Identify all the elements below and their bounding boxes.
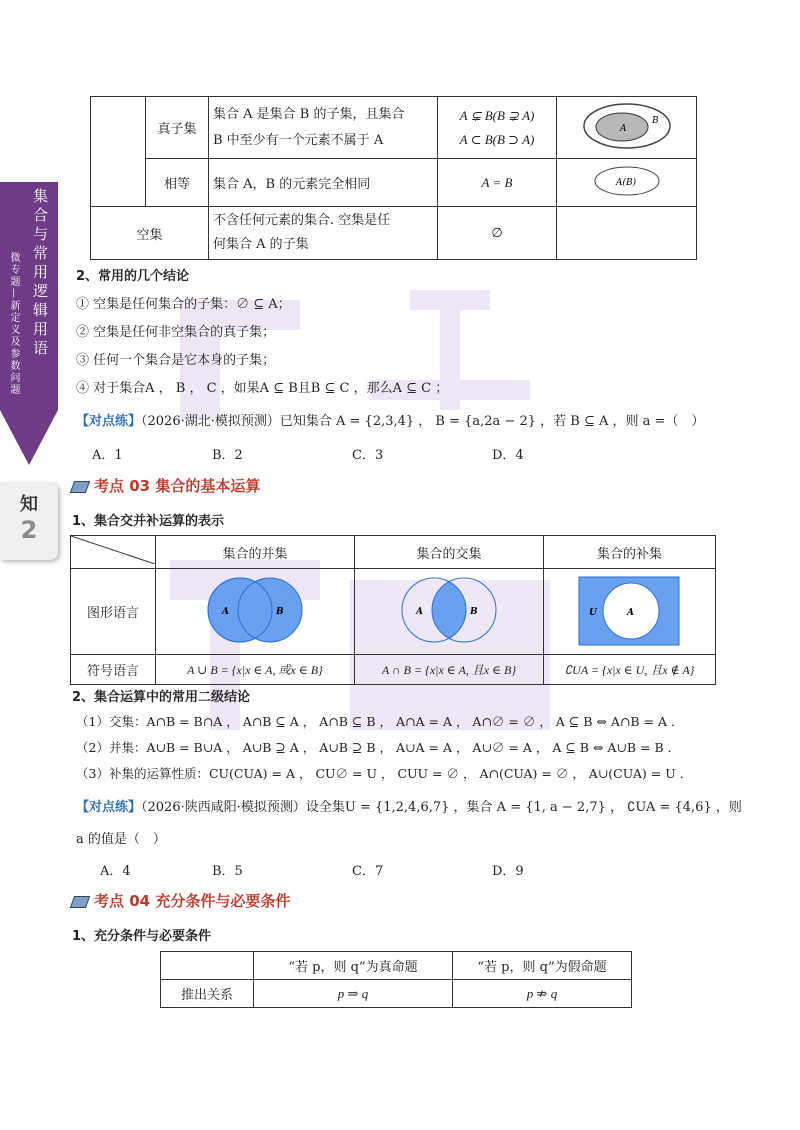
intersection-venn <box>394 573 504 647</box>
intersection-figure-cell <box>355 569 544 655</box>
row-symbol-label: 符号语言 <box>71 655 156 685</box>
cell-figure <box>557 97 697 159</box>
venn-u: U <box>588 607 597 618</box>
option: C．3 <box>352 448 384 463</box>
rule-line: （1）交集：A∩B = B∩A ， A∩B ⊆ A ， A∩B ⊆ B ， A∩A = A ， A∩∅ = ∅ ， A ⊆ B ⇔ A∩B = A ． <box>76 714 684 729</box>
diagonal-line <box>71 536 155 564</box>
fig-ab-label: A(B) <box>615 177 636 188</box>
fig-b-label: B <box>651 115 659 126</box>
union-symbol: A ∪ B = {x|x ∈ A, 或x ∈ B} <box>156 655 355 685</box>
union-figure-cell <box>156 569 355 655</box>
venn-a: A <box>416 606 423 617</box>
section-03-title <box>72 475 260 496</box>
option: B．5 <box>212 864 243 879</box>
side-triangle <box>0 410 58 465</box>
cell-symbol: A = B <box>438 159 557 207</box>
page-badge <box>0 482 58 560</box>
desc-line: 集合 A 是集合 B 的子集，且集合 <box>213 106 405 122</box>
desc-line: 不含任何元素的集合. 空集是任 <box>213 213 391 228</box>
intersection-symbol: A ∩ B = {x|x ∈ A, 且x ∈ B} <box>355 655 544 685</box>
diamond-icon <box>70 896 90 908</box>
symbol-line: A ⊂ B(B ⊃ A) <box>459 131 535 147</box>
side-title: 集合与常用逻辑用语 <box>31 188 49 359</box>
not-implies-cell: p ⇏ q <box>453 980 632 1008</box>
cell-name: 真子集 <box>146 97 209 159</box>
cell-desc <box>209 207 438 260</box>
venn-b: B <box>276 606 284 617</box>
cell-figure <box>557 207 697 260</box>
conclusion-item: ② 空集是任何非空集合的真子集； <box>76 325 276 340</box>
complement-venn <box>575 573 685 647</box>
section-03-sub2: 2、集合运算中的常用二级结论 <box>72 690 251 705</box>
cell-figure <box>557 159 697 207</box>
header-intersection: 集合的交集 <box>355 536 544 569</box>
practice-tag: 【对点练】 <box>76 414 142 429</box>
venn-a: A <box>626 607 634 618</box>
row-graph-label: 图形语言 <box>71 569 156 655</box>
equal-figure <box>592 164 662 198</box>
header-union: 集合的并集 <box>156 536 355 569</box>
section-03-sub1: 1、集合交并补运算的表示 <box>72 514 225 529</box>
badge-number: 2 <box>20 516 38 544</box>
option: A．4 <box>100 864 131 879</box>
fig-a-label: A <box>619 123 626 134</box>
practice-text: （2026·陕西咸阳·模拟预测）设全集U = {1,2,4,6,7} ，集合 A = {1, a − 2,7} ， ∁UA = {4,6} ，则 <box>141 800 742 815</box>
conclusion-item: ③ 任何一个集合是它本身的子集； <box>76 353 276 368</box>
symbol-line: A ⊊ B(B ⊋ A) <box>459 107 535 123</box>
option: B．2 <box>212 448 243 463</box>
option: C．7 <box>352 864 384 879</box>
section-04-title <box>72 890 290 911</box>
practice-2 <box>76 796 742 815</box>
section-04-sub1: 1、充分条件与必要条件 <box>72 929 212 944</box>
option: A．1 <box>92 448 123 463</box>
side-subtitle: 微专题—新定义及参数问题 <box>8 252 19 396</box>
diag-cell <box>71 536 156 569</box>
cell-desc <box>209 97 438 159</box>
diamond-icon <box>70 481 90 493</box>
section-title-text: 考点 04 充分条件与必要条件 <box>94 892 291 910</box>
cell-desc: 集合 A，B 的元素完全相同 <box>209 159 438 207</box>
desc-line: B 中至少有一个元素不属于 A <box>213 132 384 148</box>
union-venn <box>200 573 310 647</box>
condition-table <box>160 951 632 1008</box>
subset-table <box>90 96 697 260</box>
complement-symbol: ∁UA = {x|x ∈ U, 且x ∉ A} <box>544 655 716 685</box>
side-tab <box>0 182 58 465</box>
cell-symbol <box>438 97 557 159</box>
header-blank <box>161 952 254 980</box>
practice-1 <box>76 410 704 429</box>
header-false: “若 p，则 q”为假命题 <box>453 952 632 980</box>
complement-figure-cell <box>544 569 716 655</box>
badge-label: 知 <box>20 494 38 515</box>
implies-cell: p ⇒ q <box>254 980 453 1008</box>
cell-name: 空集 <box>91 207 209 260</box>
option: D．4 <box>492 448 524 463</box>
venn-b: B <box>470 606 478 617</box>
rule-line: （2）并集：A∪B = B∪A ， A∪B ⊇ A ， A∪B ⊇ B ， A∪A = A ， A∪∅ = A ， A ⊆ B ⇔ A∪B = B ． <box>76 740 681 755</box>
practice-text: （2026·湖北·模拟预测）已知集合 A = {2,3,4} ， B = {a,2a − 2} ，若 B ⊆ A ，则 a =（ ） <box>141 414 705 429</box>
cell-symbol: ∅ <box>438 207 557 260</box>
conclusion-item: ① 空集是任何集合的子集：∅ ⊆ A； <box>76 297 291 312</box>
cell-blank <box>91 97 146 207</box>
header-true: “若 p，则 q”为真命题 <box>254 952 453 980</box>
section-title-text: 考点 03 集合的基本运算 <box>94 477 261 495</box>
desc-line: 何集合 A 的子集 <box>213 237 309 252</box>
row-label: 推出关系 <box>161 980 254 1008</box>
practice-tag: 【对点练】 <box>76 800 142 815</box>
operations-table <box>70 535 716 685</box>
option: D．9 <box>492 864 524 879</box>
header-complement: 集合的补集 <box>544 536 716 569</box>
rule-line: （3）补集的运算性质：CU(CUA) = A ， CU∅ = U ， CUU = ∅ ， A∩(CUA) = ∅ ， A∪(CUA) = U ． <box>76 766 693 781</box>
proper-subset-figure <box>582 101 672 151</box>
conclusions-heading: 2、常用的几个结论 <box>76 269 190 284</box>
cell-name: 相等 <box>146 159 209 207</box>
practice-text-line2: a 的值是（ ） <box>76 832 166 847</box>
conclusion-item: ④ 对于集合A ， B ， C ，如果A ⊆ B且B ⊆ C ，那么A ⊆ C ； <box>76 381 449 396</box>
venn-a: A <box>222 606 229 617</box>
